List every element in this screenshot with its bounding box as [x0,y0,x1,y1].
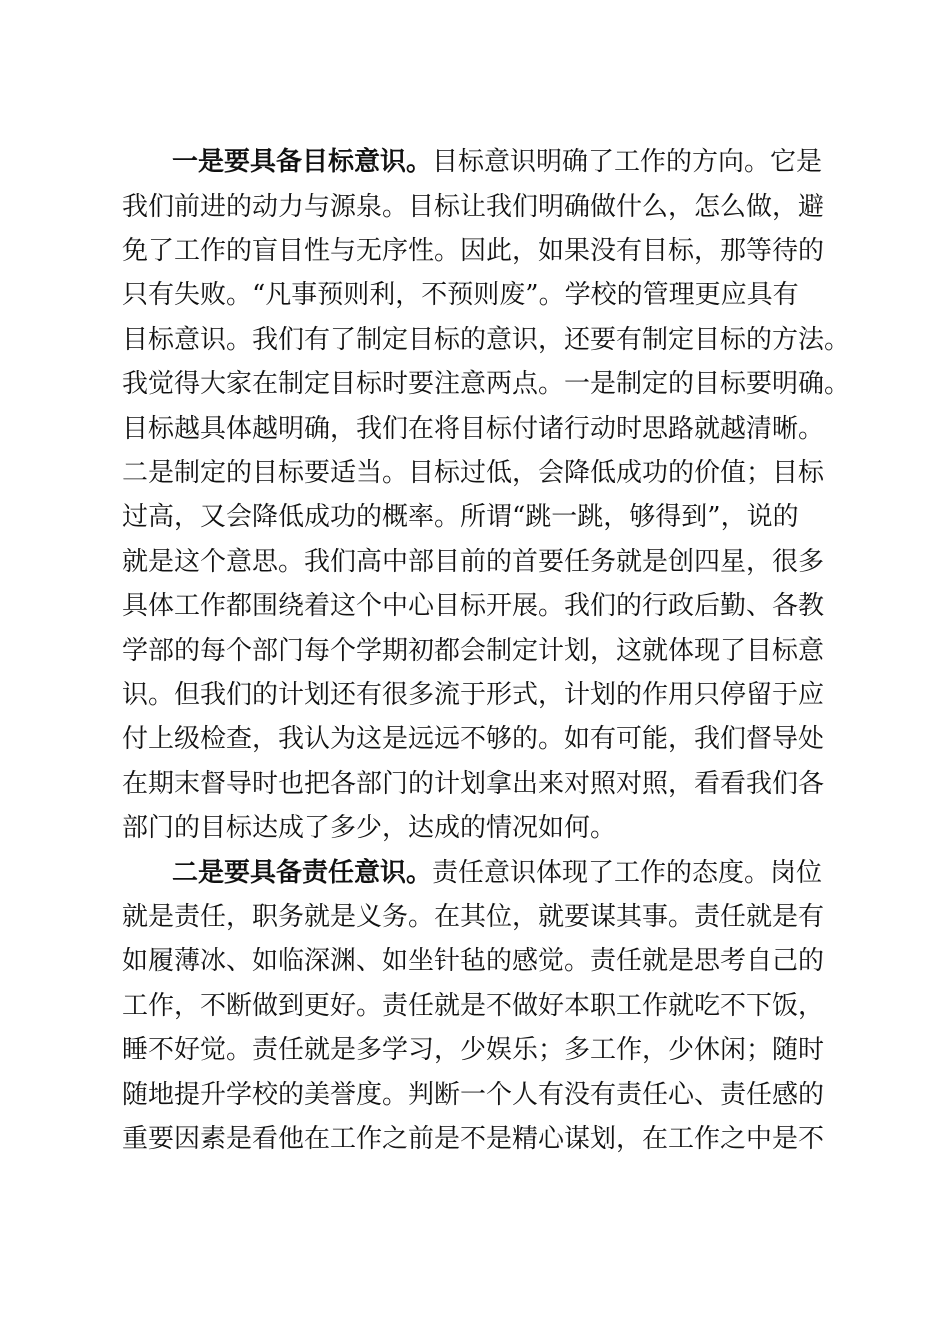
paragraph-1-line-5: 我觉得大家在制定目标时要注意两点。一是制定的目标要明确。 [122,369,851,399]
paragraph-1-line-4: 目标意识。我们有了制定目标的意识，还要有制定目标的方法。 [122,325,851,355]
paragraph-2-lead: 二是要具备责任意识。 [172,858,433,888]
paragraph-2-first-line [172,851,822,895]
paragraph-1-line-14: 在期末督导时也把各部门的计划拿出来对照对照，看看我们各 [122,769,825,799]
paragraph-2-line-2: 如履薄冰、如临深渊、如坐针毡的感觉。责任就是思考自己的 [122,946,825,976]
paragraph-1-line-6: 目标越具体越明确，我们在将目标付诸行动时思路就越清晰。 [122,414,825,444]
paragraph-1-line-15: 部门的目标达成了多少，达成的情况如何。 [122,813,617,843]
paragraph-1-line-13: 付上级检查，我认为这是远远不够的。如有可能，我们督导处 [122,724,825,754]
paragraph-2-line-6: 重要因素是看他在工作之前是不是精心谋划，在工作之中是不 [122,1124,825,1154]
paragraph-1-line-3: 只有失败。“凡事预则利，不预则废”。学校的管理更应具有 [122,280,799,310]
paragraph-1-first-line [172,140,822,184]
paragraph-1-line-8: 过高，又会降低成功的概率。所谓“跳一跳，够得到”，说的 [122,502,799,532]
paragraph-1-line-10: 具体工作都围绕着这个中心目标开展。我们的行政后勤、各教 [122,591,825,621]
paragraph-1-line-9: 就是这个意思。我们高中部目前的首要任务就是创四星，很多 [122,547,825,577]
paragraph-2-line-3: 工作，不断做到更好。责任就是不做好本职工作就吃不下饭， [122,991,825,1021]
paragraph-1-lead: 一是要具备目标意识。 [172,147,433,177]
paragraph-2-line-0: 责任意识体现了工作的态度。岗位 [432,858,823,888]
paragraph-2-line-5: 随地提升学校的美誉度。判断一个人有没有责任心、责任感的 [122,1080,825,1110]
paragraph-1-line-7: 二是制定的目标要适当。目标过低，会降低成功的价值；目标 [122,458,825,488]
paragraph-1-line-0: 目标意识明确了工作的方向。它是 [432,147,823,177]
paragraph-1-line-12: 识。但我们的计划还有很多流于形式，计划的作用只停留于应 [122,680,825,710]
paragraph-2-line-4: 睡不好觉。责任就是多学习，少娱乐；多工作，少休闲；随时 [122,1035,825,1065]
paragraph-2-line-1: 就是责任，职务就是义务。在其位，就要谋其事。责任就是有 [122,902,825,932]
paragraph-1-line-11: 学部的每个部门每个学期初都会制定计划，这就体现了目标意 [122,636,825,666]
paragraph-1-line-1: 我们前进的动力与源泉。目标让我们明确做什么，怎么做，避 [122,192,825,222]
paragraph-1-line-2: 免了工作的盲目性与无序性。因此，如果没有目标，那等待的 [122,236,825,266]
